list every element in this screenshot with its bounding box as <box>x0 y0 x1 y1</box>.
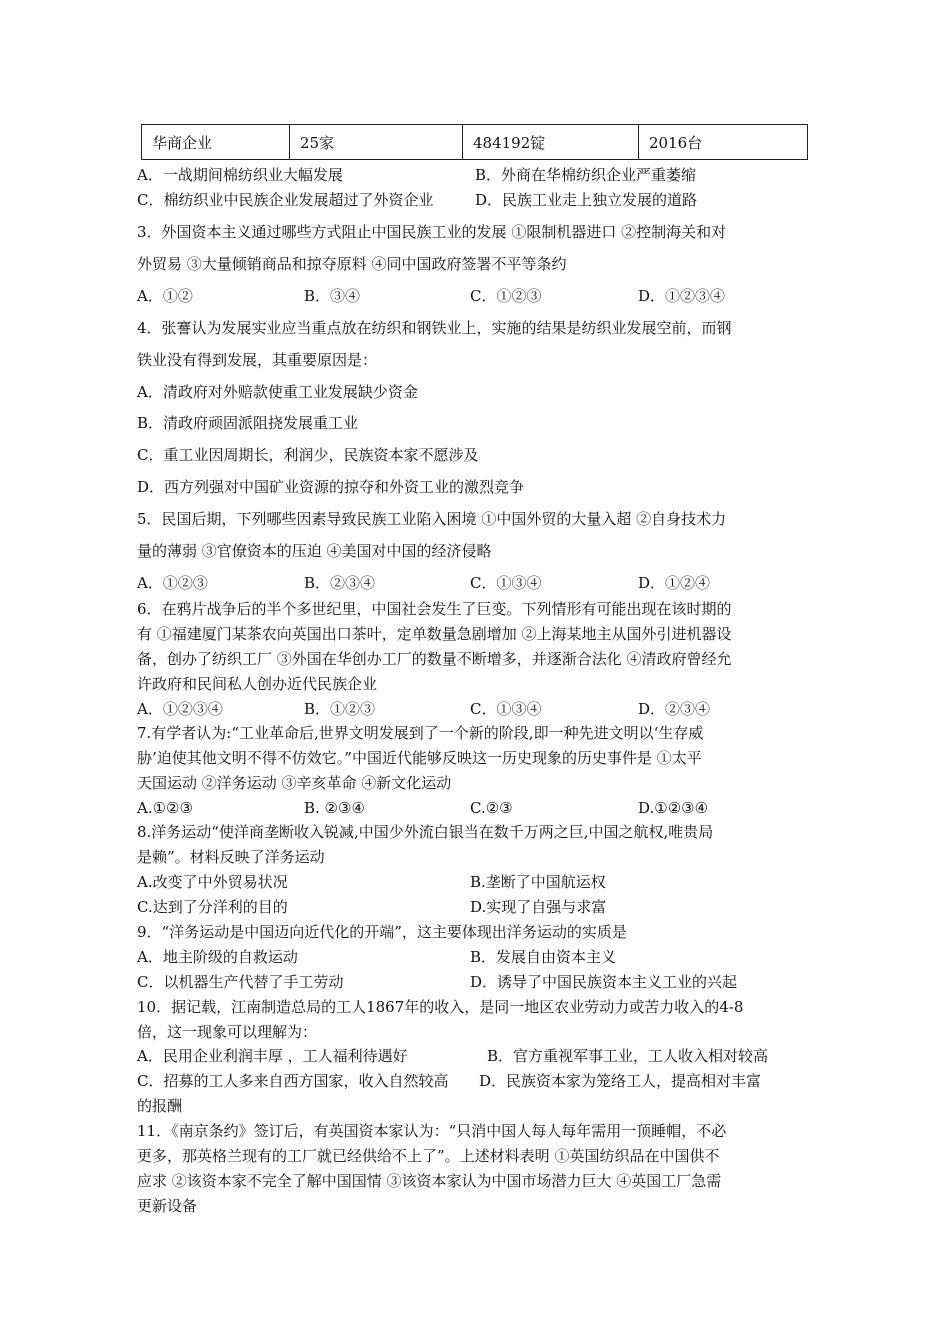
option-a: A．一战期间棉纺织业大幅发展 <box>137 166 343 184</box>
option-a: A．民用企业利润丰厚 ，工人福利待遇好 <box>137 1047 408 1065</box>
option-c: C．①②③ <box>470 287 542 305</box>
option-c: C．招募的工人多来自西方国家，收入自然较高 <box>137 1072 449 1090</box>
option-d: D.①②③④ <box>638 799 709 817</box>
option-d: D．①②③④ <box>638 287 726 305</box>
question-stem: 9．“洋务运动是中国迈向近代化的开端”，这主要体现出洋务运动的实质是 <box>137 923 627 941</box>
question-stem: 3．外国资本主义通过哪些方式阻止中国民族工业的发展 ①限制机器进口 ②控制海关和对 <box>137 223 727 241</box>
question-stem: 更多，那英格兰现有的工厂就已经供给不上了”。上述材料表明 ①英国纺织品在中国供不 <box>137 1147 720 1165</box>
table-row <box>142 125 808 160</box>
question-stem: 量的薄弱 ③官僚资本的压迫 ④美国对中国的经济侵略 <box>137 542 492 560</box>
option-d: D．诱导了中国民族资本主义工业的兴起 <box>470 973 738 991</box>
table-cell: 华商企业 <box>142 125 290 160</box>
question-stem: 10．据记载，江南制造总局的工人1867年的收入，是同一地区农业劳动力或苦力收入的4-8 <box>137 998 744 1016</box>
option-a: A．清政府对外赔款使重工业发展缺少资金 <box>137 383 418 401</box>
option-b: B．发展自由资本主义 <box>470 948 617 966</box>
option-a: A.①②③ <box>137 799 193 817</box>
option-a: A．①②③ <box>137 574 208 592</box>
option-b: B．①②③ <box>304 700 376 718</box>
enterprise-table <box>141 124 808 160</box>
option-b: B．③④ <box>304 287 361 305</box>
option-d: D．②③④ <box>638 700 711 718</box>
question-stem: 胁’迫使其他文明不得不仿效它。”中国近代能够反映这一历史现象的历史事件是 ①太平 <box>137 749 702 767</box>
option-d: D.实现了自强与求富 <box>470 898 607 916</box>
option-a: A.改变了中外贸易状况 <box>137 873 288 891</box>
question-stem: 许政府和民间私人创办近代民族企业 <box>137 675 378 693</box>
option-c: C．棉纺织业中民族企业发展超过了外资企业 <box>137 191 434 209</box>
option-b: B. ②③④ <box>304 799 365 817</box>
question-stem: 铁业没有得到发展，其重要原因是： <box>137 351 378 369</box>
option-a: A．①② <box>137 287 193 305</box>
option-d-continued: 的报酬 <box>137 1097 183 1115</box>
question-stem: 7.有学者认为:“工业革命后,世界文明发展到了一个新的阶段,即一种先进文明以‘生存威 <box>137 724 704 742</box>
question-stem: 8.洋务运动“使洋商垄断收入锐减,中国少外流白银当在数千万两之巨,中国之航权,唯贵局 <box>137 823 714 841</box>
question-stem: 天国运动 ②洋务运动 ③辛亥革命 ④新文化运动 <box>137 774 452 792</box>
table-cell: 2016台 <box>639 125 808 160</box>
option-d: D．①②④ <box>638 574 711 592</box>
option-d: D．民族资本家为笼络工人，提高相对丰富 <box>479 1072 762 1090</box>
option-b: B．外商在华棉纺织企业严重萎缩 <box>475 166 697 184</box>
option-b: B．清政府顽固派阻挠发展重工业 <box>137 414 359 432</box>
question-stem: 倍，这一现象可以理解为： <box>137 1023 318 1041</box>
option-b: B．②③④ <box>304 574 376 592</box>
option-c: C．以机器生产代替了手工劳动 <box>137 973 344 991</box>
table-cell: 25家 <box>290 125 463 160</box>
question-stem: 5．民国后期，下列哪些因素导致民族工业陷入困境 ①中国外贸的大量入超 ②自身技术力 <box>137 510 727 528</box>
question-stem: 备，创办了纺织工厂 ③外国在华创办工厂的数量不断增多，并逐渐合法化 ④清政府曾经允 <box>137 650 732 668</box>
option-d: D．民族工业走上独立发展的道路 <box>475 191 698 209</box>
option-a: A．①②③④ <box>137 700 223 718</box>
option-c: C．①③④ <box>470 700 542 718</box>
question-stem: 有 ①福建厦门某茶农向英国出口茶叶，定单数量急剧增加 ②上海某地主从国外引进机器设 <box>137 625 732 643</box>
question-stem: 是赖”。材料反映了洋务运动 <box>137 848 325 866</box>
question-stem: 应求 ②该资本家不完全了解中国国情 ③该资本家认为中国市场潜力巨大 ④英国工厂急需 <box>137 1172 722 1190</box>
option-c: C.②③ <box>470 799 513 817</box>
option-b: B．官方重视军事工业，工人收入相对较高 <box>487 1047 769 1065</box>
option-c: C．重工业因周期长，利润少，民族资本家不愿涉及 <box>137 446 479 464</box>
question-stem: 11．《南京条约》签订后，有英国资本家认为：“只消中国人每人每年需用一顶睡帽，不必 <box>137 1122 727 1140</box>
question-stem: 4．张謇认为发展实业应当重点放在纺织和钢铁业上，实施的结果是纺织业发展空前，而钢 <box>137 319 732 337</box>
option-d: D．西方列强对中国矿业资源的掠夺和外资工业的激烈竞争 <box>137 478 525 496</box>
option-a: A．地主阶级的自救运动 <box>137 948 298 966</box>
option-c: C.达到了分洋利的目的 <box>137 898 288 916</box>
option-c: C．①③④ <box>470 574 542 592</box>
question-stem: 6．在鸦片战争后的半个多世纪里，中国社会发生了巨变。下列情形有可能出现在该时期的 <box>137 600 732 618</box>
question-stem: 更新设备 <box>137 1197 198 1215</box>
table-cell: 484192锭 <box>463 125 639 160</box>
question-stem: 外贸易 ③大量倾销商品和掠夺原料 ④同中国政府签署不平等条约 <box>137 255 567 273</box>
option-b: B.垄断了中国航运权 <box>470 873 606 891</box>
